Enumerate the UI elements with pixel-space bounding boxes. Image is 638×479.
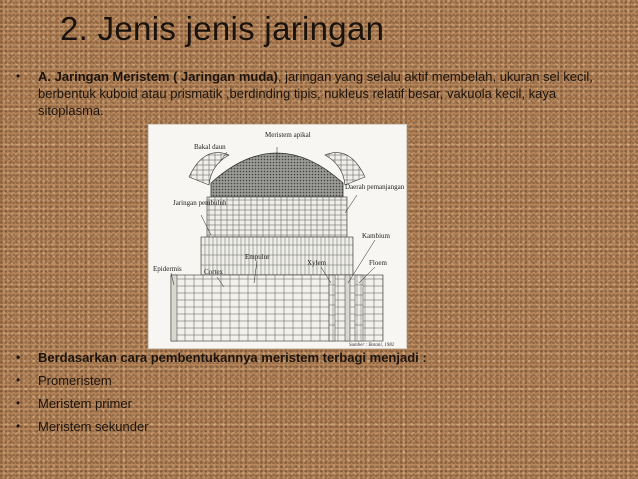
label-empulur: Empulur — [245, 253, 270, 261]
label-jaringan-pembuluh: Jaringan pembuluh — [173, 199, 227, 207]
slide-title: 2. Jenis jenis jaringan — [60, 10, 385, 47]
vascular-zone — [201, 237, 353, 275]
label-kambium: Kambium — [362, 232, 390, 240]
intro-bullets — [14, 68, 619, 119]
phloem-band — [355, 275, 363, 341]
bullet-meristem-definition — [14, 68, 619, 119]
meristem-diagram — [148, 124, 407, 349]
label-daerah-pemanjangan: Daerah pemanjangan — [345, 183, 405, 191]
figure-credit: Sumber : Botani, 1982 — [349, 343, 395, 348]
xylem-band — [329, 275, 335, 341]
list-item-meristem-primer: • Meristem primer — [14, 392, 619, 415]
label-epidermis: Epidermis — [153, 265, 182, 273]
label-bakal-daun: Bakal daun — [194, 143, 226, 151]
list-intro: • Berdasarkan cara pembentukannya meristem terbagi menjadi : — [14, 346, 619, 369]
label-meristem-apikal: Meristem apikal — [265, 131, 311, 139]
list-item-meristem-sekunder: • Meristem sekunder — [14, 415, 619, 438]
label-floem: Floem — [369, 259, 387, 267]
mature-tissue — [171, 275, 383, 341]
meristem-description: , jaringan yang selalu aktif membelah, ukuran sel kecil, berbentuk kuboid atau prismatik ,berdinding tipis, nukleus relatif besar, vakuola kecil, kaya sitoplasma. — [38, 69, 593, 118]
list-item-promeristem: • Promeristem — [14, 369, 619, 392]
meristem-heading: A. Jaringan Meristem ( Jaringan muda) — [38, 69, 278, 84]
elongation-zone — [207, 197, 347, 237]
meristem-types-list — [14, 346, 619, 438]
label-xylem: Xylem — [307, 259, 327, 267]
cambium-band — [345, 275, 350, 341]
meristem-diagram-svg — [149, 125, 406, 348]
label-cortex: Cortex — [204, 268, 224, 276]
